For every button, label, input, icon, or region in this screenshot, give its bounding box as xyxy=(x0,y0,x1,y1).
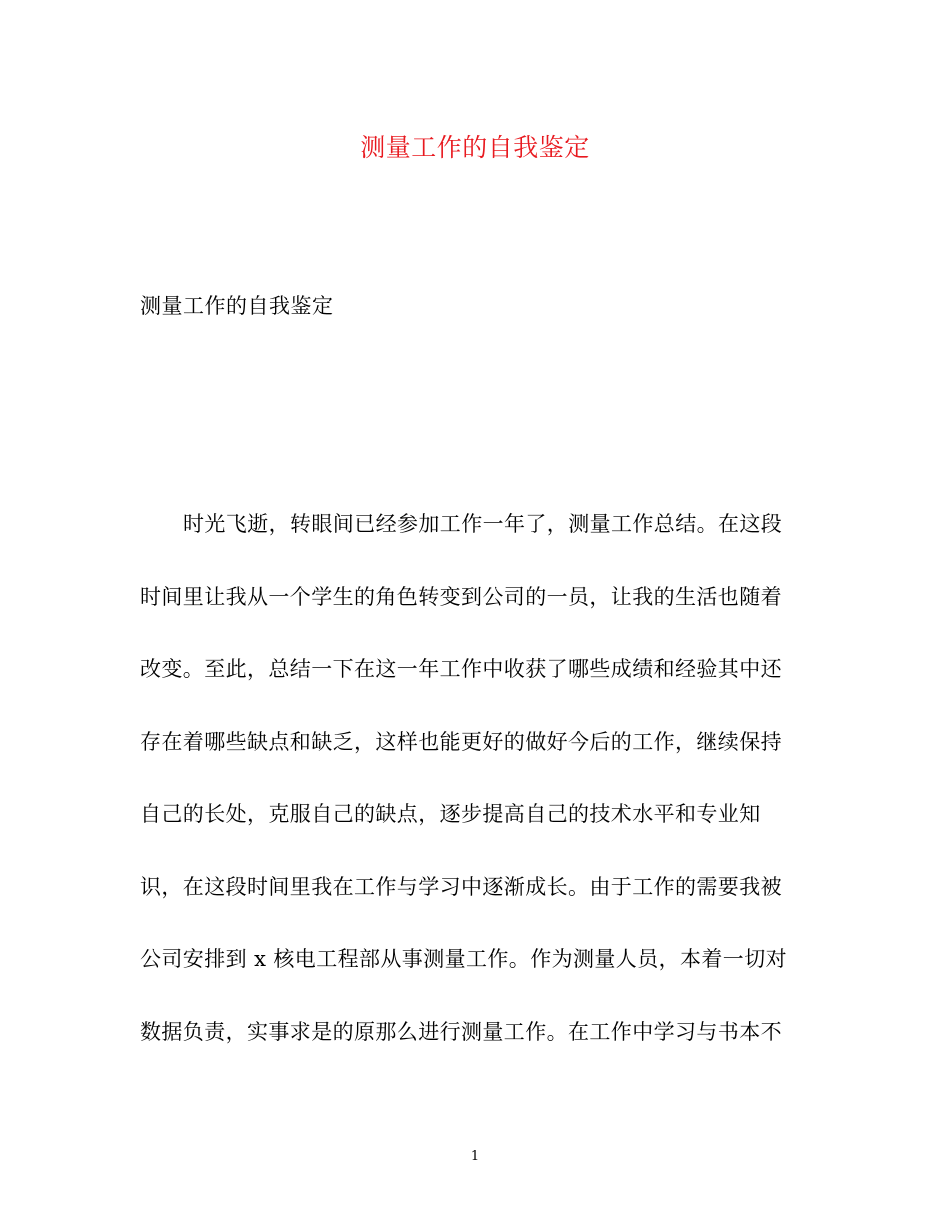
body-line: 时间里让我从一个学生的角色转变到公司的一员，让我的生活也随着 xyxy=(140,584,782,609)
body-line: 时光飞逝，转眼间已经参加工作一年了，测量工作总结。在这段 xyxy=(183,512,783,536)
document-body xyxy=(140,508,800,1088)
body-line: 识，在这段时间里我在工作与学习中逐渐成长。由于工作的需要我被 xyxy=(140,874,782,899)
body-line: 改变。至此，总结一下在这一年工作中收获了哪些成绩和经验其中还 xyxy=(140,657,782,681)
body-line: 数据负责，实事求是的原那么进行测量工作。在工作中学习与书本不 xyxy=(140,1019,782,1044)
body-line: 存在着哪些缺点和缺乏，这样也能更好的做好今后的工作，继续保持 xyxy=(140,729,782,754)
page-number: 1 xyxy=(470,1149,480,1164)
document-subtitle: 测量工作的自我鉴定 xyxy=(140,294,334,318)
body-line: 公司安排到 x 核电工程部从事测量工作。作为测量人员，本着一切对 xyxy=(140,947,787,971)
document-title: 测量工作的自我鉴定 xyxy=(360,133,590,162)
body-line: 自己的长处，克服自己的缺点，逐步提高自己的技术水平和专业知 xyxy=(140,802,761,826)
